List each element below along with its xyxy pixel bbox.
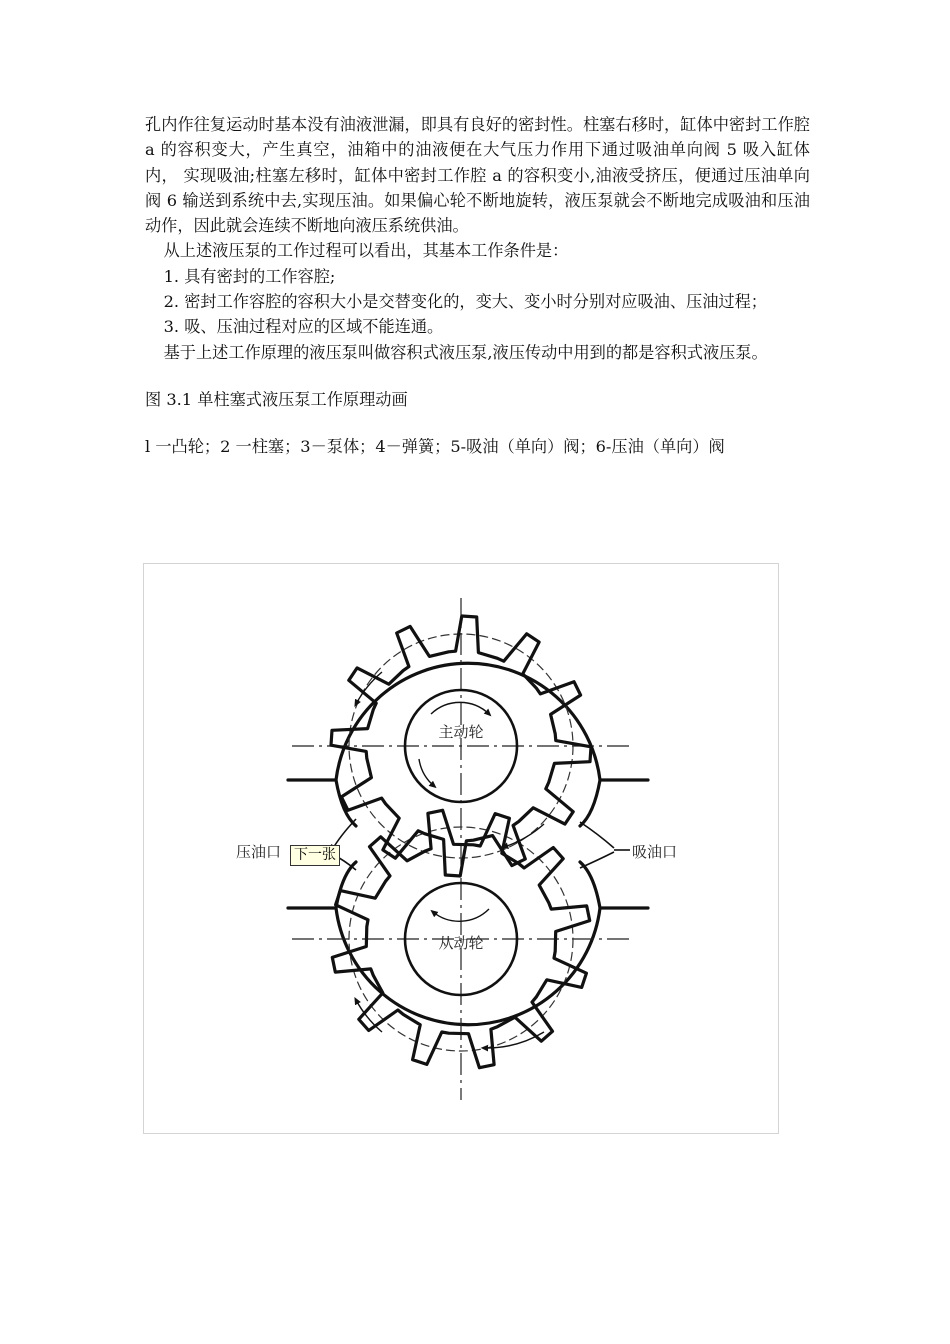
driven-gear-label: 从动轮 bbox=[438, 934, 484, 952]
next-image-tooltip[interactable]: 下一张 bbox=[290, 845, 340, 866]
paragraph-conditions-intro: 从上述液压泵的工作过程可以看出，其基本工作条件是： bbox=[163, 241, 569, 261]
discharge-port-label: 压油口 bbox=[236, 843, 282, 861]
drive-gear-label: 主动轮 bbox=[438, 723, 484, 741]
parts-legend: l 一凸轮；2 一柱塞；3－泵体；4－弹簧；5-吸油（单向）阀；6-压油（单向）阀 bbox=[145, 436, 725, 456]
suction-port-label: 吸油口 bbox=[632, 843, 678, 861]
figure-caption: 图 3.1 单柱塞式液压泵工作原理动画 bbox=[145, 389, 408, 409]
gear-pump-diagram bbox=[144, 564, 778, 1133]
condition-item-2: 2. 密封工作容腔的容积大小是交替变化的，变大、变小时分别对应吸油、压油过程； bbox=[163, 292, 767, 312]
gear-pump-figure bbox=[143, 563, 779, 1134]
condition-item-3: 3. 吸、压油过程对应的区域不能连通。 bbox=[163, 317, 444, 337]
document-body bbox=[145, 112, 810, 459]
paragraph-positive-displacement: 基于上述工作原理的液压泵叫做容积式液压泵,液压传动中用到的都是容积式液压泵。 bbox=[163, 342, 768, 362]
paragraph-pump-process: 孔内作往复运动时基本没有油液泄漏，即具有良好的密封性。柱塞右移时，缸体中密封工作腔 a 的容积变大，产生真空，油箱中的油液便在大气压力作用下通过吸油单向阀 5 吸入缸体内， 实现吸油;柱塞左移时，缸体中密封工作腔 a 的容积变小,油液受挤压，便通过压油单向阀 6 输送到系统中去,实现压油。如果偏心轮不断地旋转，液压泵就会不断地完成吸油和压油动作，因此就会连续不断地向液压系统供油。 bbox=[145, 115, 810, 236]
condition-item-1: 1. 具有密封的工作容腔; bbox=[163, 266, 336, 286]
